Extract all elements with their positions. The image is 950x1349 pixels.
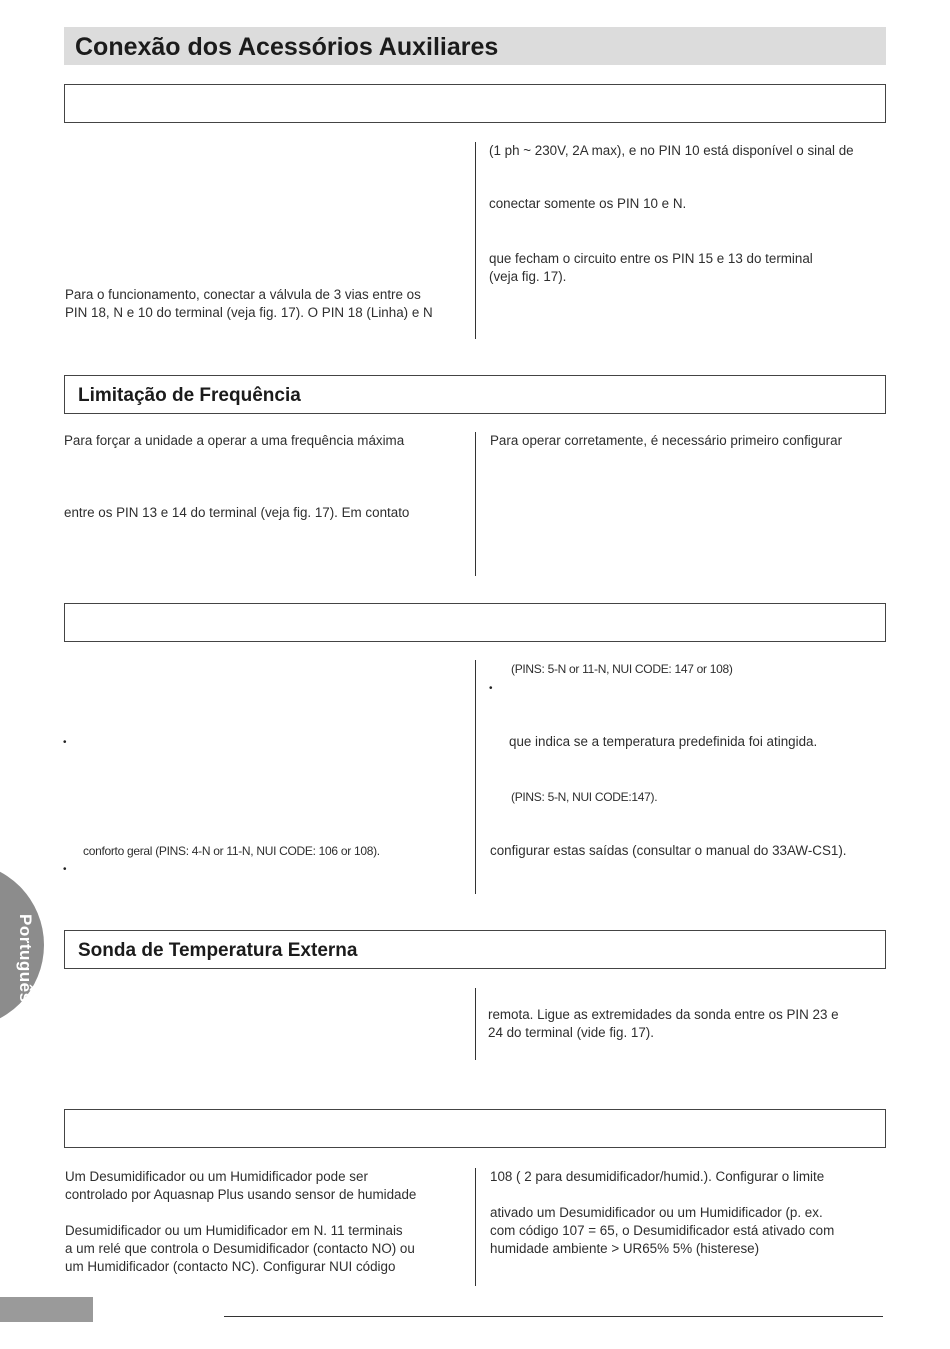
s5-left-line-4: a um relé que controla o Desumidificador (contacto NO) ou bbox=[65, 1241, 415, 1256]
s5-left-line-3: Desumidificador ou um Humidificador em N. 11 terminais bbox=[65, 1223, 403, 1238]
section-2-heading: Limitação de Frequência bbox=[64, 375, 886, 414]
column-divider bbox=[475, 432, 476, 576]
s5-left-line-2: controlado por Aquasnap Plus usando sensor de humidade bbox=[65, 1187, 417, 1202]
s1-right-line-2: conectar somente os PIN 10 e N. bbox=[489, 196, 687, 211]
s3-right-line-4: configurar estas saídas (consultar o manual do 33AW-CS1). bbox=[490, 843, 847, 858]
section-4-heading: Sonda de Temperatura Externa bbox=[64, 930, 886, 969]
s4-right-line-2: 24 do terminal (vide fig. 17). bbox=[488, 1025, 654, 1040]
column-divider bbox=[475, 660, 476, 894]
bullet-mark: • bbox=[63, 864, 67, 875]
s3-right-line-2: que indica se a temperatura predefinida foi atingida. bbox=[509, 734, 818, 749]
section-1-heading-box bbox=[64, 84, 886, 123]
s1-right-line-4: (veja fig. 17). bbox=[489, 269, 567, 284]
footer-rule bbox=[224, 1316, 883, 1317]
s4-right-line-1: remota. Ligue as extremidades da sonda entre os PIN 23 e bbox=[488, 1007, 839, 1022]
s2-left-line-1: Para forçar a unidade a operar a uma frequência máxima bbox=[64, 433, 405, 448]
s3-right-line-3: (PINS: 5-N, NUI CODE:147). bbox=[511, 790, 658, 804]
s5-right-line-1: 108 ( 2 para desumidificador/humid.). Configurar o limite bbox=[490, 1169, 825, 1184]
page-number-tab bbox=[0, 1297, 93, 1322]
s5-left-line-1: Um Desumidificador ou um Humidificador pode ser bbox=[65, 1169, 368, 1184]
section-3-heading-box bbox=[64, 603, 886, 642]
bullet-mark: • bbox=[63, 737, 67, 748]
s1-left-line-1: Para o funcionamento, conectar a válvula de 3 vias entre os bbox=[65, 287, 421, 302]
s5-right-line-3: com código 107 = 65, o Desumidificador está ativado com bbox=[490, 1223, 835, 1238]
s2-right-line-1: Para operar corretamente, é necessário primeiro configurar bbox=[490, 433, 843, 448]
section-5-heading-box bbox=[64, 1109, 886, 1148]
s3-right-line-1: (PINS: 5-N or 11-N, NUI CODE: 147 or 108) bbox=[511, 662, 733, 676]
column-divider bbox=[475, 142, 476, 339]
s2-left-line-2: entre os PIN 13 e 14 do terminal (veja fig. 17). Em contato bbox=[64, 505, 410, 520]
s5-left-line-5: um Humidificador (contacto NC). Configurar NUI código bbox=[65, 1259, 396, 1274]
s5-right-line-4: humidade ambiente > UR65% 5% (histerese) bbox=[490, 1241, 760, 1256]
s1-right-line-3: que fecham o circuito entre os PIN 15 e 13 do terminal bbox=[489, 251, 813, 266]
page-title: Conexão dos Acessórios Auxiliares bbox=[64, 27, 886, 65]
s1-right-line-1: (1 ph ~ 230V, 2A max), e no PIN 10 está disponível o sinal de bbox=[489, 143, 854, 158]
bullet-mark: • bbox=[489, 683, 493, 694]
column-divider bbox=[475, 1168, 476, 1286]
column-divider bbox=[475, 988, 476, 1060]
s5-right-line-2: ativado um Desumidificador ou um Humidificador (p. ex. bbox=[490, 1205, 823, 1220]
s1-left-line-2: PIN 18, N e 10 do terminal (veja fig. 17). O PIN 18 (Linha) e N bbox=[65, 305, 433, 320]
s3-left-line-1: conforto geral (PINS: 4-N or 11-N, NUI CODE: 106 or 108). bbox=[83, 844, 380, 858]
language-tab-label: Português bbox=[16, 913, 35, 1003]
